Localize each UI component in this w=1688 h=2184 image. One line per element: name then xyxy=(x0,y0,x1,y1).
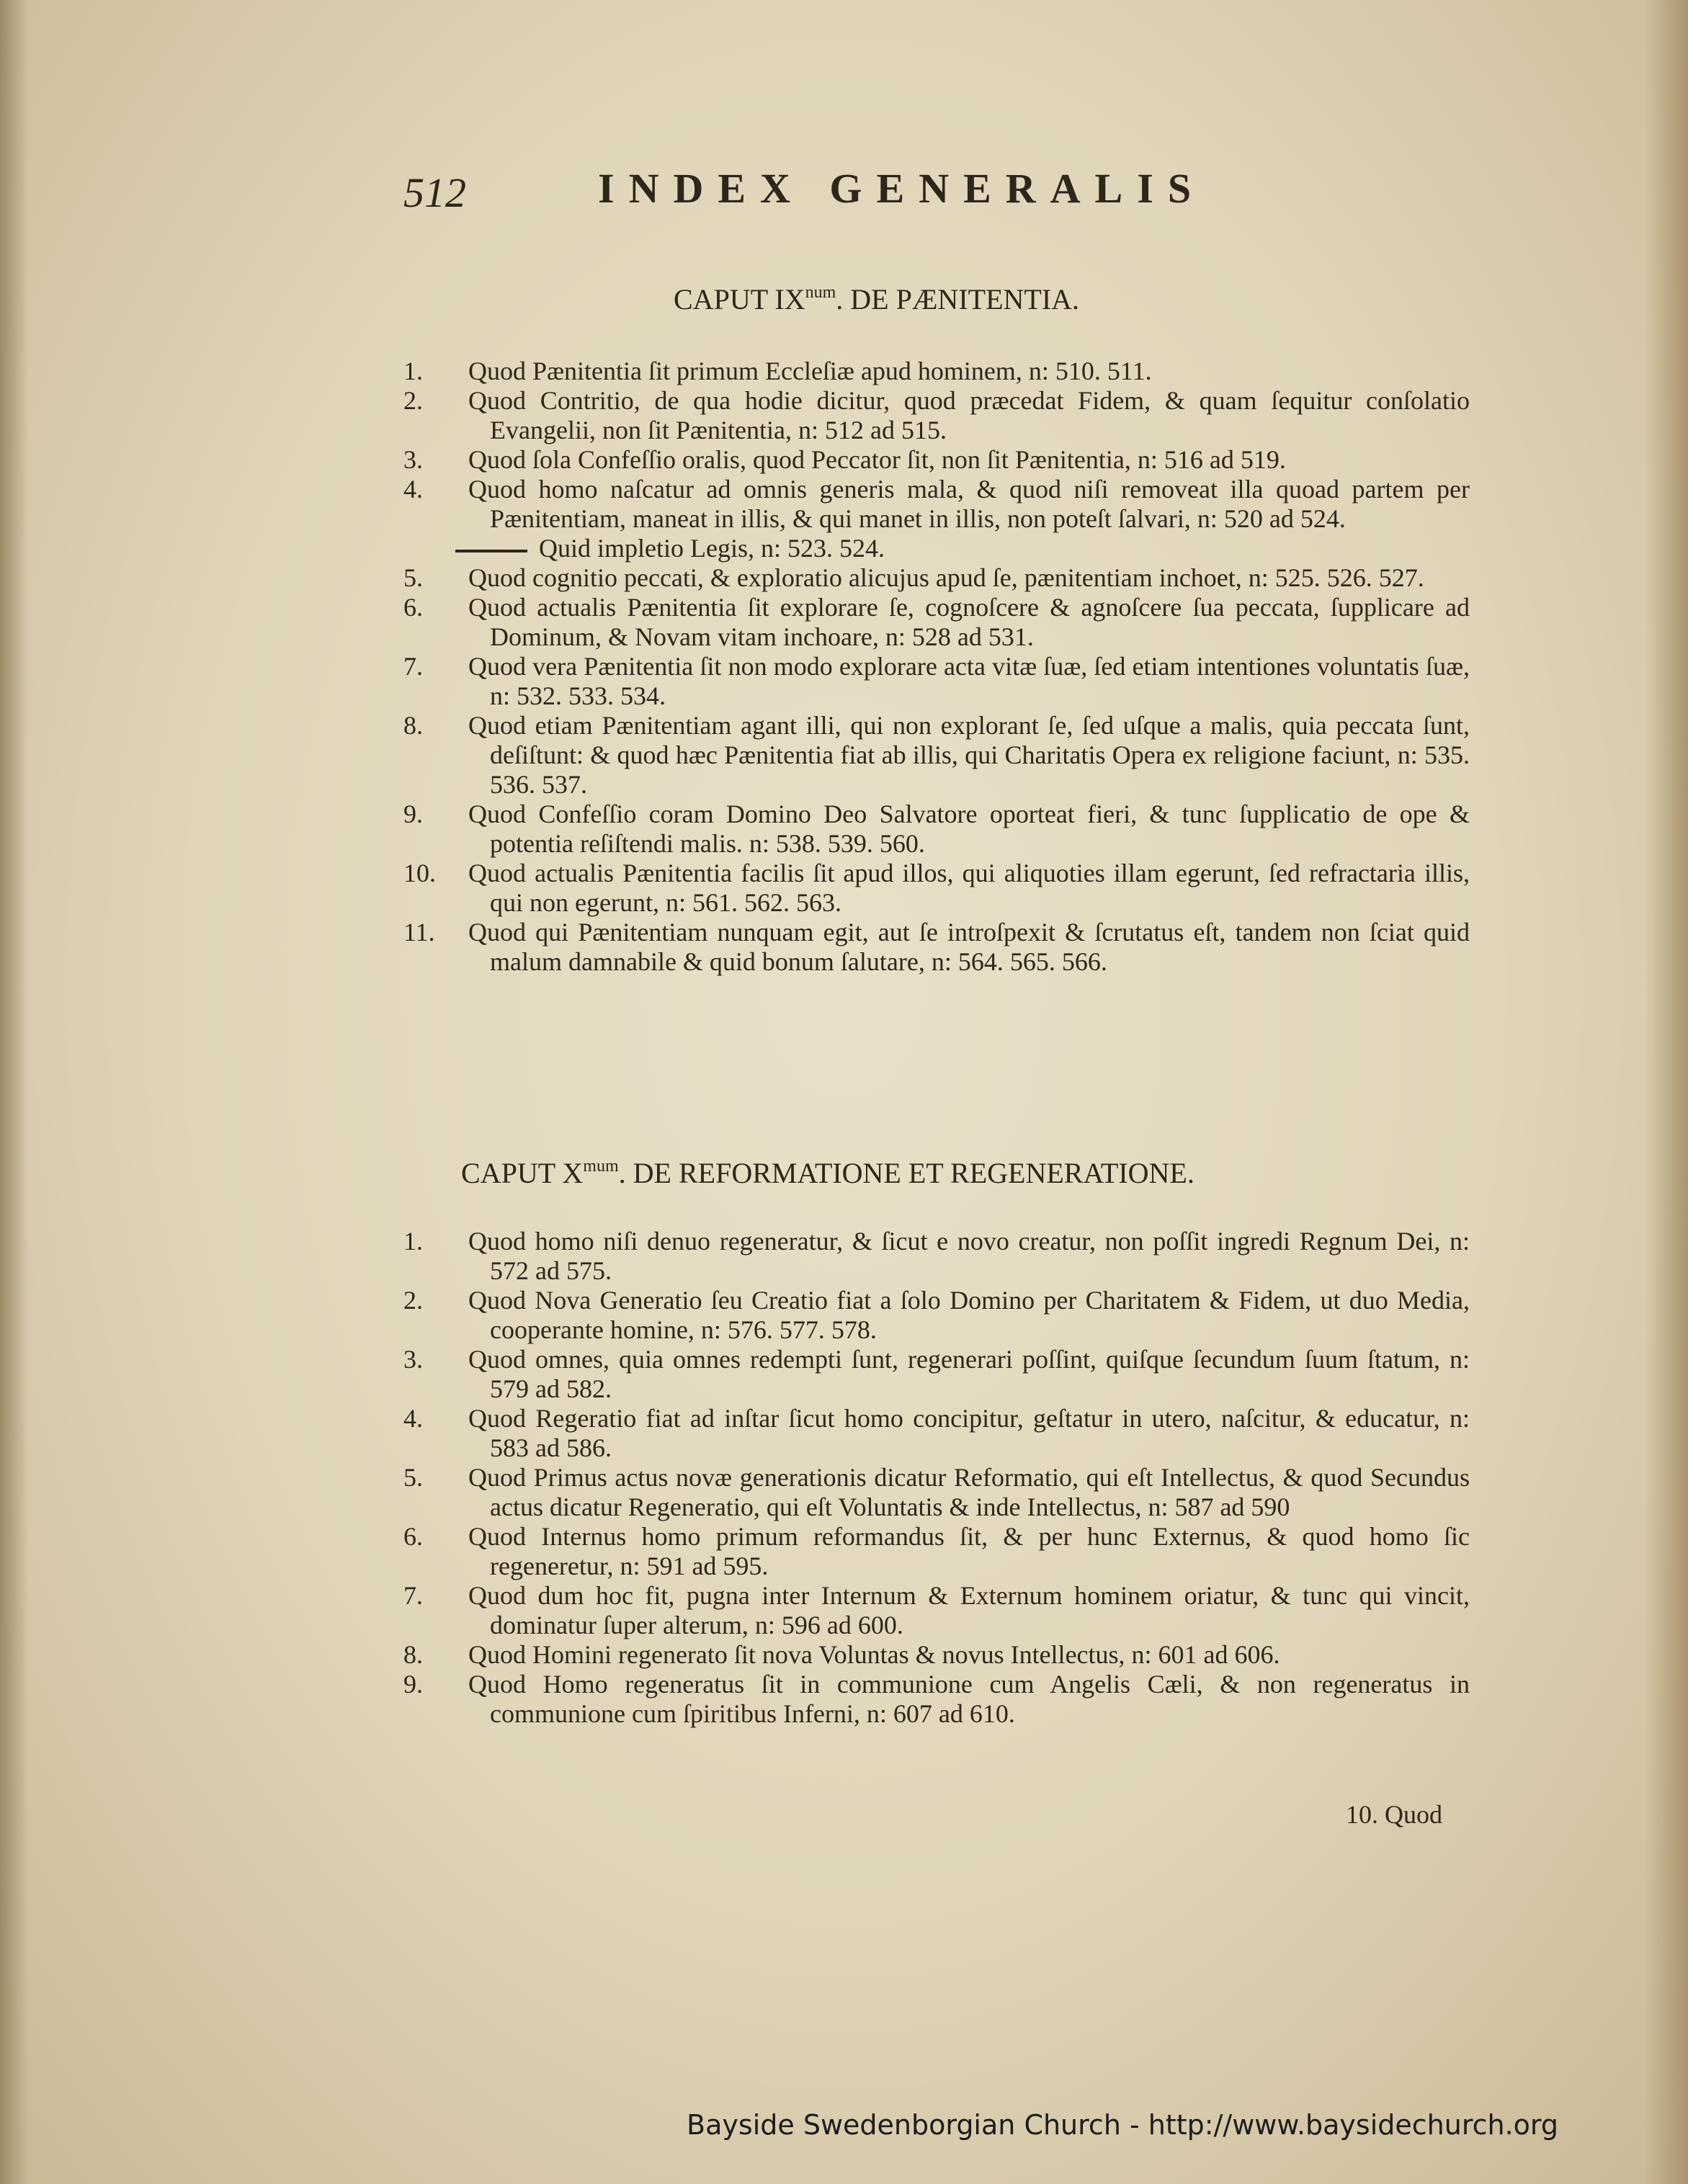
entry-number: 9. xyxy=(403,800,423,828)
list-item xyxy=(403,386,1470,445)
entry-text: Quod qui Pænitentiam nunquam egit, aut ſe introſpexit & ſcrutatus eſt, tandem non ſciat quid malum damnabile & quid bonum ſalutare, n: 564. 565. 566. xyxy=(468,918,1470,976)
list-item xyxy=(403,1522,1470,1581)
entry-number: 7. xyxy=(403,1581,423,1610)
entry-text: Quod actualis Pænitentia ſit explorare ſe, cognoſcere & agnoſcere ſua peccata, ſupplicare ad Dominum, & Novam vitam inchoare, n: 528 ad 531. xyxy=(468,593,1470,651)
sub-entry-text: Quid impletio Legis, n: 523. 524. xyxy=(539,534,885,563)
entry-text: Quod Primus actus novæ generationis dicatur Reformatio, qui eſt Intellectus, & quod Secundus actus dicatur Regeneratio, qui eſt Voluntatis & inde Intellectus, n: 587 ad 590 xyxy=(468,1463,1470,1521)
list-item xyxy=(403,1463,1470,1522)
entry-text: Quod Internus homo primum reformandus ſit, & per hunc Externus, & quod homo ſic regeneretur, n: 591 ad 595. xyxy=(468,1522,1470,1580)
chapter-10-heading xyxy=(461,1156,1194,1190)
entry-text: Quod ſola Confeſſio oralis, quod Peccator ſit, non ſit Pænitentia, n: 516 ad 519. xyxy=(468,445,1286,474)
entry-number: 7. xyxy=(403,652,423,681)
list-item xyxy=(403,1286,1470,1345)
entry-number: 4. xyxy=(403,475,423,504)
entry-text: Quod omnes, quia omnes redempti ſunt, regenerari poſſint, quiſque ſecundum ſuum ſtatum, n: 579 ad 582. xyxy=(468,1345,1470,1403)
chapter-9-heading xyxy=(674,282,1079,316)
entry-number: 4. xyxy=(403,1404,423,1433)
list-item xyxy=(403,918,1470,977)
entry-text: Quod Confeſſio coram Domino Deo Salvatore oporteat fieri, & tunc ſupplicatio de ope & potentia reſiſtendi malis. n: 538. 539. 560. xyxy=(468,800,1470,858)
chapter-10-heading-sup: mum xyxy=(583,1157,619,1176)
entry-number: 8. xyxy=(403,711,423,740)
entry-text: Quod Homini regenerato ſit nova Voluntas & novus Intellectus, n: 601 ad 606. xyxy=(468,1640,1280,1669)
list-item xyxy=(403,1640,1470,1670)
entry-number: 2. xyxy=(403,1286,423,1315)
list-item xyxy=(403,652,1470,711)
entry-text: Quod etiam Pænitentiam agant illi, qui non explorant ſe, ſed uſque a malis, quia peccata ſunt, deſiſtunt: & quod hæc Pænitentia fiat ab illis, qui Charitatis Opera ex religione faciunt, n: 535. 536. 537. xyxy=(468,711,1470,799)
list-item xyxy=(403,563,1470,593)
entry-number: 5. xyxy=(403,1463,423,1492)
page-edge-shadow-right xyxy=(1645,0,1688,2184)
entry-text: Quod homo naſcatur ad omnis generis mala, & quod niſi removeat illa quoad partem per Pænitentiam, maneat in illis, & qui manet in illis, non poteſt ſalvari, n: 520 ad 524. xyxy=(468,475,1470,533)
page-edge-shadow-left xyxy=(0,0,29,2184)
entry-number: 1. xyxy=(403,1227,423,1256)
credit-bar xyxy=(0,2105,1688,2155)
chapter-9-heading-title: . DE PÆNITENTIA. xyxy=(836,283,1080,315)
page-number: 512 xyxy=(403,169,466,216)
entry-number: 1. xyxy=(403,357,423,385)
list-item xyxy=(403,475,1470,534)
entry-text: Quod dum hoc fit, pugna inter Internum & Externum hominem oriatur, & tunc qui vincit, dominatur ſuper alterum, n: 596 ad 600. xyxy=(468,1581,1470,1639)
chapter-9-heading-sup: num xyxy=(805,283,836,302)
chapter-9-entry-list xyxy=(403,357,1470,977)
list-item xyxy=(403,445,1470,475)
list-item xyxy=(403,859,1470,918)
list-item xyxy=(403,1670,1470,1729)
em-dash-rule xyxy=(455,550,527,552)
list-item xyxy=(403,1345,1470,1404)
chapter-10-heading-prefix: CAPUT X xyxy=(461,1157,584,1189)
page-title: INDEX GENERALIS xyxy=(598,165,1206,212)
entry-text: Quod Pænitentia ſit primum Eccleſiæ apud hominem, n: 510. 511. xyxy=(468,357,1152,385)
credit-text: Bayside Swedenborgian Church - http://www.baysidechurch.org xyxy=(687,2109,1558,2141)
chapter-10-entry-list xyxy=(403,1227,1470,1729)
entry-text: Quod cognitio peccati, & exploratio alicujus apud ſe, pænitentiam inchoet, n: 525. 526. 527. xyxy=(468,563,1424,592)
entry-text: Quod Regeratio fiat ad inſtar ſicut homo concipitur, geſtatur in utero, naſcitur, & educatur, n: 583 ad 586. xyxy=(468,1404,1470,1462)
entry-number: 6. xyxy=(403,1522,423,1551)
list-item xyxy=(403,1227,1470,1286)
entry-text: Quod homo niſi denuo regeneratur, & ſicut e novo creatur, non poſſit ingredi Regnum Dei, n: 572 ad 575. xyxy=(468,1227,1470,1285)
list-item xyxy=(403,593,1470,652)
entry-text: Quod actualis Pænitentia facilis ſit apud illos, qui aliquoties illam egerunt, ſed refractaria illis, qui non egerunt, n: 561. 562. 563. xyxy=(468,859,1470,917)
list-item xyxy=(403,357,1470,386)
catchword: 10. Quod xyxy=(1346,1800,1442,1829)
entry-number: 9. xyxy=(403,1670,423,1699)
list-item xyxy=(403,711,1470,800)
entry-number: 5. xyxy=(403,563,423,592)
entry-number: 2. xyxy=(403,386,423,415)
entry-number: 3. xyxy=(403,1345,423,1374)
entry-text: Quod vera Pænitentia ſit non modo explorare acta vitæ ſuæ, ſed etiam intentiones voluntatis ſuæ, n: 532. 533. 534. xyxy=(468,652,1470,710)
entry-number: 10. xyxy=(403,859,436,887)
list-item xyxy=(403,800,1470,859)
sub-entry xyxy=(403,534,1470,563)
entry-text: Quod Nova Generatio ſeu Creatio fiat a ſolo Domino per Charitatem & Fidem, ut duo Media, cooperante homine, n: 576. 577. 578. xyxy=(468,1286,1470,1344)
entry-number: 11. xyxy=(403,918,435,946)
list-item xyxy=(403,1404,1470,1463)
entry-number: 3. xyxy=(403,445,423,474)
chapter-9-heading-prefix: CAPUT IX xyxy=(674,283,805,315)
list-item xyxy=(403,1581,1470,1640)
chapter-10-heading-title: . DE REFORMATIONE ET REGENERATIONE. xyxy=(618,1157,1194,1189)
entry-number: 6. xyxy=(403,593,423,622)
running-head xyxy=(403,164,1282,229)
entry-text: Quod Homo regeneratus ſit in communione cum Angelis Cæli, & non regeneratus in communione cum ſpiritibus Inferni, n: 607 ad 610. xyxy=(468,1670,1470,1728)
entry-text: Quod Contritio, de qua hodie dicitur, quod præcedat Fidem, & quam ſequitur conſolatio Evangelii, non ſit Pænitentia, n: 512 ad 515. xyxy=(468,386,1470,444)
entry-number: 8. xyxy=(403,1640,423,1669)
